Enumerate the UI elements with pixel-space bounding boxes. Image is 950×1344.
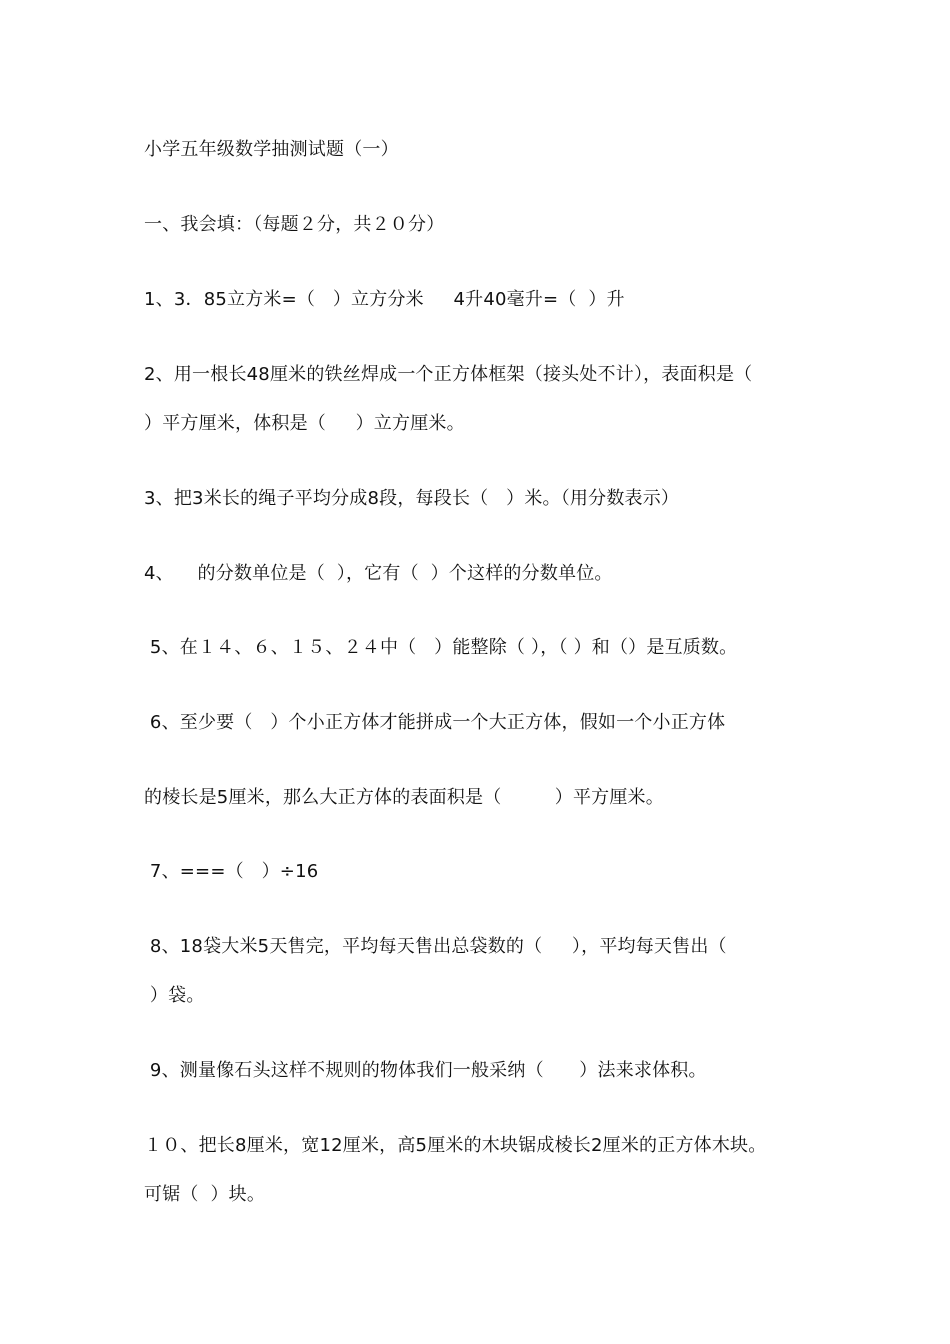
question-5: 5、在１４、６、１５、２４中（ ）能整除（ ），（ ）和（）是互质数。 [144, 637, 738, 658]
question-2-line-1: 2、用一根长48厘米的铁丝焊成一个正方体框架（接头处不计），表面积是（ [144, 364, 753, 385]
question-6-line-2: 的棱长是5厘米，那么大正方体的表面积是（ ）平方厘米。 [144, 787, 664, 808]
question-10-line-2: 可锯（ ）块。 [144, 1184, 266, 1205]
question-2-line-2: ）平方厘米，体积是（ ）立方厘米。 [144, 413, 465, 434]
question-6-line-1: 6、至少要（ ）个小正方体才能拼成一个大正方体，假如一个小正方体 [144, 712, 726, 733]
question-1: 1、3．85立方米=（ ）立方分米 4升40毫升=（ ）升 [144, 289, 625, 310]
question-8-line-1: 8、18袋大米5天售完，平均每天售出总袋数的（ ），平均每天售出（ [144, 936, 727, 957]
question-8-line-2: ）袋。 [144, 985, 205, 1006]
question-10-line-1: １０、把长8厘米，宽12厘米，高5厘米的木块锯成棱长2厘米的正方体木块。 [144, 1135, 767, 1156]
question-4: 4、 的分数单位是（ ），它有（ ）个这样的分数单位。 [144, 563, 613, 584]
section-heading-fill-in: 一、我会填：（每题２分，共２０分） [144, 214, 445, 235]
question-7: 7、===（ ）÷16 [144, 861, 319, 882]
question-9: 9、测量像石头这样不规则的物体我们一般采纳（ ）法来求体积。 [144, 1060, 707, 1081]
question-3: 3、把3米长的绳子平均分成8段，每段长（ ）米。（用分数表示） [144, 488, 680, 509]
page-title: 小学五年级数学抽测试题（一） [144, 139, 399, 160]
